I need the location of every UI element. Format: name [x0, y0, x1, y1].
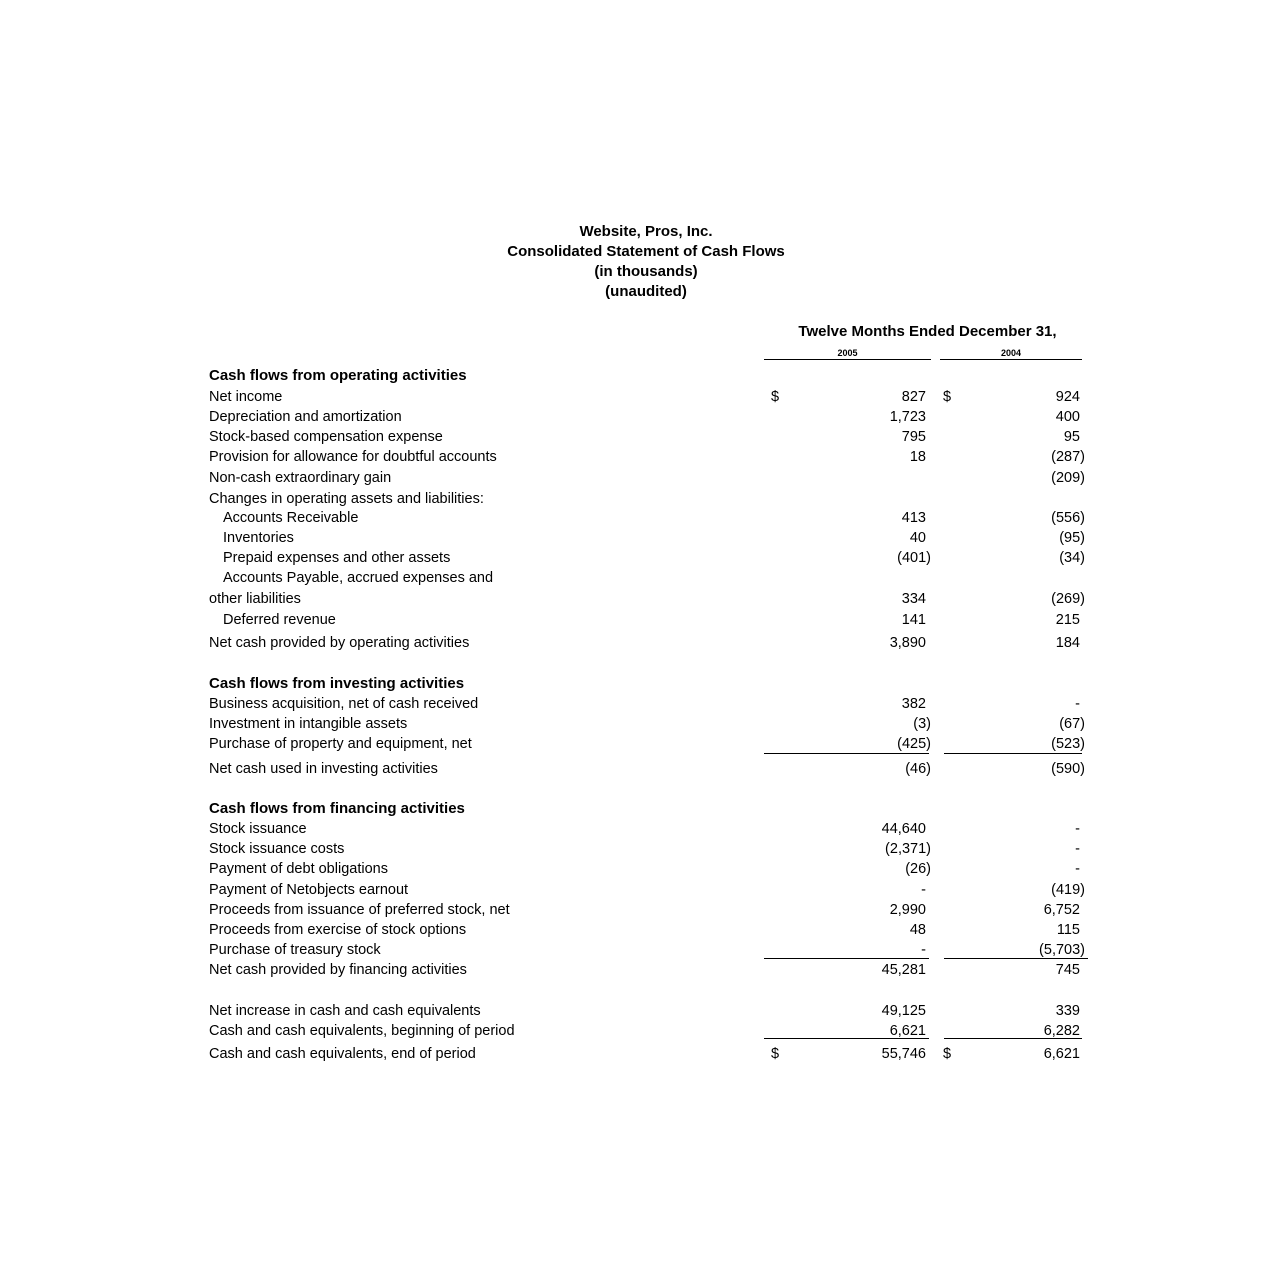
value-2004: -: [1075, 861, 1080, 877]
units-note: (in thousands): [594, 263, 698, 280]
table-row: [0, 468, 1280, 488]
row-label: Depreciation and amortization: [209, 409, 402, 425]
value-2005: (2,371): [885, 841, 931, 857]
row-label: Payment of Netobjects earnout: [209, 882, 409, 898]
row-label: Purchase of treasury stock: [209, 942, 381, 958]
section-heading: Cash flows from financing activities: [209, 800, 465, 817]
table-row: [0, 633, 1280, 653]
value-2004: (95): [1059, 530, 1085, 546]
table-row: [0, 880, 1280, 900]
value-2004: 95: [1063, 429, 1080, 445]
value-2004: 6,752: [1043, 902, 1080, 918]
row-label: Business acquisition, net of cash received: [209, 696, 479, 712]
value-2004: (287): [1051, 449, 1085, 465]
table-row: [0, 694, 1280, 714]
subtotal-rule: [944, 1038, 1082, 1039]
row-label: Net cash provided by financing activities: [209, 962, 467, 978]
table-row: [0, 528, 1280, 548]
table-row: [0, 900, 1280, 920]
value-2005: 334: [901, 591, 926, 607]
section-heading-row: [0, 799, 1280, 819]
row-label: Net cash provided by operating activities: [209, 635, 470, 651]
currency-symbol: $: [771, 1046, 780, 1062]
table-row: [0, 960, 1280, 980]
table-row: [0, 859, 1280, 879]
subtotal-rule: [764, 1038, 929, 1039]
row-label: Investment in intangible assets: [209, 716, 408, 732]
table-row: [0, 568, 1280, 588]
table-row: [0, 819, 1280, 839]
value-2004: (590): [1051, 761, 1085, 777]
table-row: [0, 734, 1280, 754]
value-2004: (419): [1051, 882, 1085, 898]
table-row: [0, 714, 1280, 734]
row-label: Stock-based compensation expense: [209, 429, 443, 445]
table-row: [0, 508, 1280, 528]
statement-title-block: [446, 222, 846, 302]
section-heading: Cash flows from investing activities: [209, 675, 465, 692]
value-2004: -: [1075, 821, 1080, 837]
year-2004-header: 2004: [940, 348, 1082, 360]
row-label: Net cash used in investing activities: [209, 761, 438, 777]
row-label: Stock issuance costs: [209, 841, 345, 857]
value-2005: -: [921, 882, 926, 898]
value-2004: (523): [1051, 736, 1085, 752]
value-2005: (26): [905, 861, 931, 877]
currency-symbol: $: [771, 389, 780, 405]
value-2005: 141: [901, 612, 926, 628]
table-row: [0, 610, 1280, 630]
value-2004: 400: [1055, 409, 1080, 425]
subtotal-rule: [764, 753, 929, 754]
statement-name: Consolidated Statement of Cash Flows: [507, 243, 785, 260]
table-row: [0, 1001, 1280, 1021]
value-2004: 924: [1055, 389, 1080, 405]
row-label: Payment of debt obligations: [209, 861, 388, 877]
subtotal-rule: [764, 958, 929, 959]
value-2004: 6,282: [1043, 1023, 1080, 1039]
subtotal-rule: [944, 753, 1082, 754]
value-2005: 2,990: [889, 902, 926, 918]
table-row: [0, 759, 1280, 779]
row-label: Purchase of property and equipment, net: [209, 736, 472, 752]
row-label: Accounts Payable, accrued expenses and: [223, 570, 494, 586]
value-2005: (401): [897, 550, 931, 566]
value-2004: 115: [1056, 922, 1080, 938]
period-header: Twelve Months Ended December 31,: [798, 323, 1057, 340]
table-row: [0, 1021, 1280, 1041]
row-label: Stock issuance: [209, 821, 307, 837]
value-2005: 413: [901, 510, 926, 526]
value-2004: (5,703): [1039, 942, 1085, 958]
row-label: Provision for allowance for doubtful accounts: [209, 449, 497, 465]
value-2005: (425): [897, 736, 931, 752]
row-label: Prepaid expenses and other assets: [223, 550, 451, 566]
value-2004: (556): [1051, 510, 1085, 526]
value-2005: 49,125: [881, 1003, 926, 1019]
table-row: [0, 920, 1280, 940]
table-row: [0, 427, 1280, 447]
value-2005: 44,640: [881, 821, 926, 837]
value-2005: -: [921, 942, 926, 958]
value-2004: 6,621: [1043, 1046, 1080, 1062]
value-2004: (67): [1059, 716, 1085, 732]
table-row: [0, 1044, 1280, 1064]
currency-symbol: $: [943, 389, 952, 405]
value-2005: 382: [901, 696, 926, 712]
value-2004: (34): [1059, 550, 1085, 566]
company-name: Website, Pros, Inc.: [579, 223, 713, 240]
value-2005: 55,746: [881, 1046, 926, 1062]
table-row: [0, 489, 1280, 509]
value-2004: (209): [1051, 470, 1085, 486]
table-row: [0, 407, 1280, 427]
currency-symbol: $: [943, 1046, 952, 1062]
value-2005: 1,723: [889, 409, 926, 425]
table-row: [0, 589, 1280, 609]
value-2005: (3): [913, 716, 931, 732]
row-label: Accounts Receivable: [223, 510, 359, 526]
value-2005: 795: [901, 429, 926, 445]
value-2005: 48: [909, 922, 926, 938]
row-label: Cash and cash equivalents, end of period: [209, 1046, 476, 1062]
table-row: [0, 387, 1280, 407]
row-label: Proceeds from issuance of preferred stock, net: [209, 902, 510, 918]
value-2004: 339: [1055, 1003, 1080, 1019]
table-row: [0, 839, 1280, 859]
value-2005: 827: [901, 389, 926, 405]
value-2004: -: [1075, 841, 1080, 857]
row-label: Inventories: [223, 530, 294, 546]
value-2004: 745: [1055, 962, 1080, 978]
row-label: Cash and cash equivalents, beginning of period: [209, 1023, 515, 1039]
value-2005: 40: [909, 530, 926, 546]
row-label: other liabilities: [209, 591, 301, 607]
row-label: Proceeds from exercise of stock options: [209, 922, 467, 938]
row-label: Net income: [209, 389, 283, 405]
subtotal-rule: [944, 958, 1088, 959]
section-heading-row: [0, 674, 1280, 694]
value-2005: 45,281: [881, 962, 926, 978]
table-row: [0, 548, 1280, 568]
table-row: [0, 940, 1280, 960]
year-2005-header: 2005: [764, 348, 931, 360]
section-heading-row: [0, 366, 1280, 386]
row-label: Non-cash extraordinary gain: [209, 470, 392, 486]
value-2005: 3,890: [889, 635, 926, 651]
value-2004: 215: [1055, 612, 1080, 628]
table-row: [0, 447, 1280, 467]
value-2004: (269): [1051, 591, 1085, 607]
value-2005: 6,621: [889, 1023, 926, 1039]
audit-note: (unaudited): [605, 283, 687, 300]
row-label: Changes in operating assets and liabilities:: [209, 491, 484, 507]
value-2004: -: [1075, 696, 1080, 712]
section-heading: Cash flows from operating activities: [209, 367, 467, 384]
value-2005: 18: [909, 449, 926, 465]
value-2004: 184: [1055, 635, 1080, 651]
value-2005: (46): [905, 761, 931, 777]
row-label: Deferred revenue: [223, 612, 336, 628]
row-label: Net increase in cash and cash equivalents: [209, 1003, 481, 1019]
